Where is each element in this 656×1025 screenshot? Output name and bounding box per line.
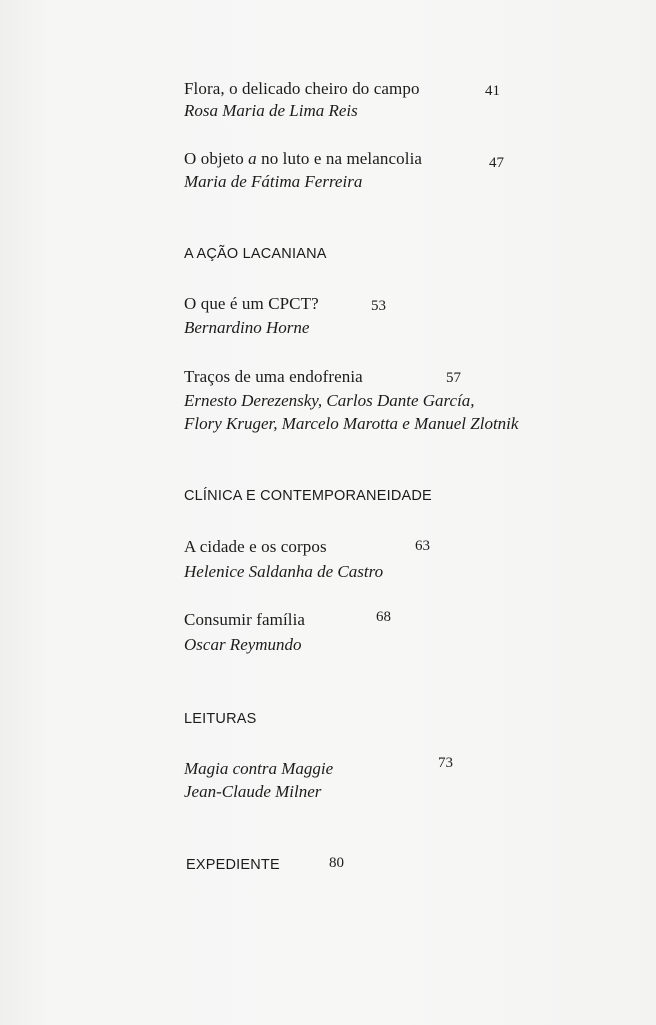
toc-entry-page: 73 (438, 755, 453, 771)
toc-entry-title: O que é um CPCT? (184, 294, 319, 313)
toc-entry-page: 57 (446, 370, 461, 386)
toc-section-heading: CLÍNICA E CONTEMPORANEIDADE (184, 488, 432, 504)
toc-entry-author: Maria de Fátima Ferreira (184, 172, 363, 191)
toc-entry-page: 53 (371, 298, 386, 314)
toc-entry-author: Bernardino Horne (184, 318, 310, 337)
toc-section-heading: EXPEDIENTE (186, 857, 280, 873)
toc-entry-page: 68 (376, 609, 391, 625)
toc-entry-title: Flora, o delicado cheiro do campo (184, 79, 420, 98)
toc-entry-author: Rosa Maria de Lima Reis (184, 101, 358, 120)
toc-entry-author: Helenice Saldanha de Castro (184, 562, 384, 581)
toc-entry-title: Magia contra Maggie (184, 759, 334, 778)
toc-entry-title (184, 149, 422, 169)
toc-entry-author: Flory Kruger, Marcelo Marotta e Manuel Zlotnik (184, 414, 519, 433)
title-italic-part: a (248, 149, 257, 168)
toc-entry-author: Ernesto Derezensky, Carlos Dante García, (184, 391, 475, 410)
toc-entry-title: A cidade e os corpos (184, 537, 327, 556)
toc-entry-page: 41 (485, 83, 500, 99)
toc-entry-page: 47 (489, 155, 504, 171)
title-part: no luto e na melancolia (256, 149, 423, 168)
toc-entry-page: 80 (329, 855, 344, 871)
toc-entry-title: Consumir família (184, 610, 306, 629)
toc-entry-author: Oscar Reymundo (184, 635, 302, 654)
toc-entry-author: Jean-Claude Milner (184, 782, 322, 801)
toc-section-heading: LEITURAS (184, 711, 257, 727)
toc-entry-title: Traços de uma endofrenia (184, 367, 363, 386)
toc-section-heading: A AÇÃO LACANIANA (184, 246, 327, 262)
toc-entry-page: 63 (415, 538, 430, 554)
title-part: O objeto (184, 149, 249, 168)
